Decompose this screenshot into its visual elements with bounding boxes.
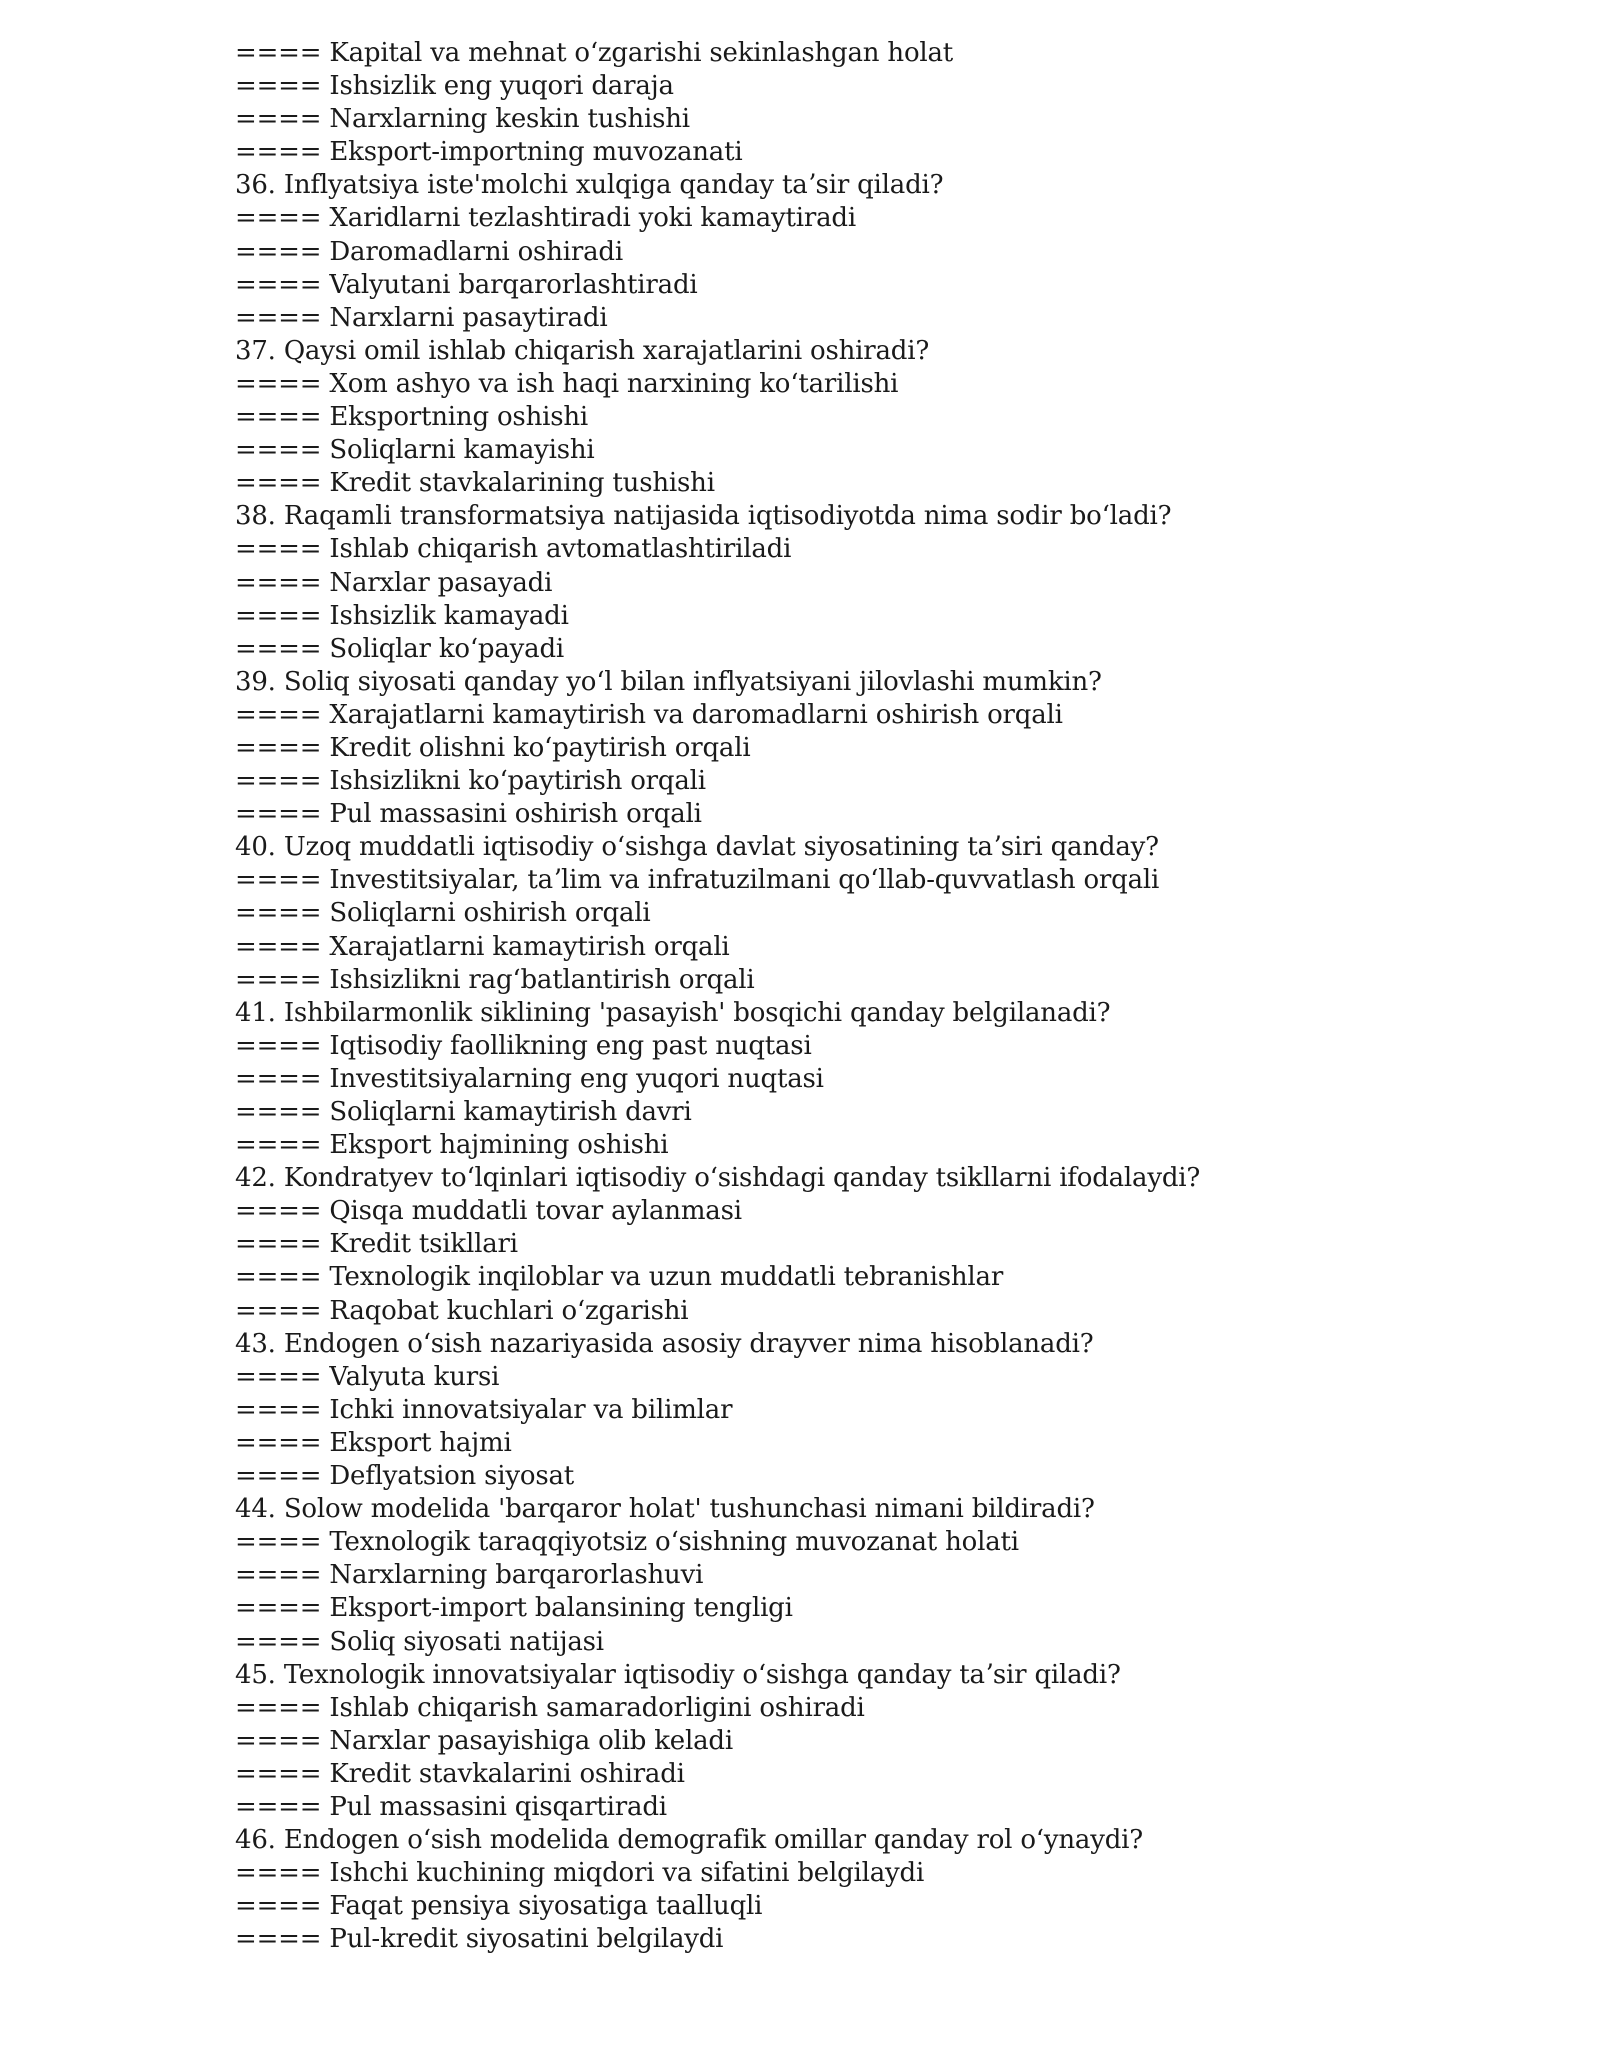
answer-option-line: ==== Narxlarni pasaytiradi: [235, 302, 608, 333]
answer-option-line: ==== Kredit olishni koʻpaytirish orqali: [235, 732, 751, 763]
answer-option-line: ==== Soliq siyosati natijasi: [235, 1626, 604, 1657]
answer-option-line: ==== Xaridlarni tezlashtiradi yoki kamaytiradi: [235, 203, 856, 234]
answer-option-line: ==== Ishlab chiqarish avtomatlashtiriladi: [235, 534, 792, 565]
answer-option-line: ==== Investitsiyalarning eng yuqori nuqtasi: [235, 1063, 824, 1094]
answer-option-line: ==== Xom ashyo va ish haqi narxining koʻtarilishi: [235, 368, 899, 399]
answer-option-line: ==== Iqtisodiy faollikning eng past nuqtasi: [235, 1030, 812, 1061]
answer-option-line: ==== Pul-kredit siyosatini belgilaydi: [235, 1924, 724, 1955]
answer-option-line: ==== Narxlar pasayadi: [235, 567, 553, 598]
answer-option-line: ==== Xarajatlarni kamaytirish va daromadlarni oshirish orqali: [235, 699, 1063, 730]
answer-option-line: ==== Faqat pensiya siyosatiga taalluqli: [235, 1891, 763, 1922]
answer-option-line: ==== Eksport hajmining oshishi: [235, 1130, 669, 1161]
answer-option-line: ==== Kredit tsikllari: [235, 1229, 518, 1260]
answer-option-line: ==== Ichki innovatsiyalar va bilimlar: [235, 1394, 733, 1425]
question-line: 43. Endogen oʻsish nazariyasida asosiy drayver nima hisoblanadi?: [235, 1328, 1094, 1359]
question-line: 40. Uzoq muddatli iqtisodiy oʻsishga davlat siyosatining taʼsiri qanday?: [235, 832, 1159, 863]
answer-option-line: ==== Soliqlarni kamayishi: [235, 435, 595, 466]
answer-option-line: ==== Pul massasini qisqartiradi: [235, 1791, 667, 1822]
question-line: 37. Qaysi omil ishlab chiqarish xarajatlarini oshiradi?: [235, 335, 930, 366]
answer-option-line: ==== Raqobat kuchlari oʻzgarishi: [235, 1295, 689, 1326]
answer-option-line: ==== Ishchi kuchining miqdori va sifatini belgilaydi: [235, 1858, 925, 1889]
answer-option-line: ==== Texnologik inqiloblar va uzun muddatli tebranishlar: [235, 1262, 1004, 1293]
question-line: 42. Kondratyev toʻlqinlari iqtisodiy oʻsishdagi qanday tsikllarni ifodalaydi?: [235, 1163, 1201, 1194]
document-page: [235, 37, 1535, 1956]
answer-option-line: ==== Texnologik taraqqiyotsiz oʻsishning muvozanat holati: [235, 1527, 1019, 1558]
answer-option-line: ==== Ishsizlik kamayadi: [235, 600, 569, 631]
answer-option-line: ==== Ishlab chiqarish samaradorligini oshiradi: [235, 1692, 865, 1723]
question-line: 44. Solow modelida 'barqaror holat' tushunchasi nimani bildiradi?: [235, 1494, 1095, 1525]
question-line: 39. Soliq siyosati qanday yoʻl bilan inflyatsiyani jilovlashi mumkin?: [235, 666, 1102, 697]
answer-option-line: ==== Narxlarning barqarorlashuvi: [235, 1560, 704, 1591]
answer-option-line: ==== Narxlar pasayishiga olib keladi: [235, 1725, 733, 1756]
answer-option-line: ==== Kredit stavkalarining tushishi: [235, 468, 715, 499]
question-line: 46. Endogen oʻsish modelida demografik omillar qanday rol oʻynaydi?: [235, 1825, 1143, 1856]
answer-option-line: ==== Soliqlarni oshirish orqali: [235, 898, 651, 929]
answer-option-line: ==== Narxlarning keskin tushishi: [235, 104, 690, 135]
answer-option-line: ==== Kredit stavkalarini oshiradi: [235, 1758, 685, 1789]
answer-option-line: ==== Eksport-import balansining tengligi: [235, 1593, 793, 1624]
answer-option-line: ==== Ishsizlikni koʻpaytirish orqali: [235, 766, 706, 797]
answer-option-line: ==== Soliqlarni kamaytirish davri: [235, 1097, 692, 1127]
answer-option-line: ==== Investitsiyalar, taʼlim va infratuzilmani qoʻllab-quvvatlash orqali: [235, 865, 1160, 896]
question-line: 45. Texnologik innovatsiyalar iqtisodiy oʻsishga qanday taʼsir qiladi?: [235, 1659, 1121, 1690]
answer-option-line: ==== Ishsizlik eng yuqori daraja: [235, 71, 674, 102]
question-line: 36. Inflyatsiya iste'molchi xulqiga qanday taʼsir qiladi?: [235, 170, 944, 201]
answer-option-line: ==== Eksport hajmi: [235, 1427, 512, 1458]
question-line: 38. Raqamli transformatsiya natijasida iqtisodiyotda nima sodir boʻladi?: [235, 501, 1172, 532]
answer-option-line: ==== Ishsizlikni ragʻbatlantirish orqali: [235, 964, 755, 995]
answer-option-line: ==== Qisqa muddatli tovar aylanmasi: [235, 1196, 742, 1227]
answer-option-line: ==== Soliqlar koʻpayadi: [235, 633, 565, 664]
answer-option-line: ==== Deflyatsion siyosat: [235, 1461, 575, 1492]
question-line: 41. Ishbilarmonlik siklining 'pasayish' bosqichi qanday belgilanadi?: [235, 997, 1111, 1028]
answer-option-line: ==== Kapital va mehnat oʻzgarishi sekinlashgan holat: [235, 38, 954, 68]
answer-option-line: ==== Xarajatlarni kamaytirish orqali: [235, 931, 730, 962]
answer-option-line: ==== Valyuta kursi: [235, 1361, 500, 1392]
answer-option-line: ==== Eksportning oshishi: [235, 402, 589, 433]
answer-option-line: ==== Eksport-importning muvozanati: [235, 137, 743, 168]
answer-option-line: ==== Pul massasini oshirish orqali: [235, 799, 702, 830]
answer-option-line: ==== Valyutani barqarorlashtiradi: [235, 269, 698, 300]
answer-option-line: ==== Daromadlarni oshiradi: [235, 236, 623, 267]
